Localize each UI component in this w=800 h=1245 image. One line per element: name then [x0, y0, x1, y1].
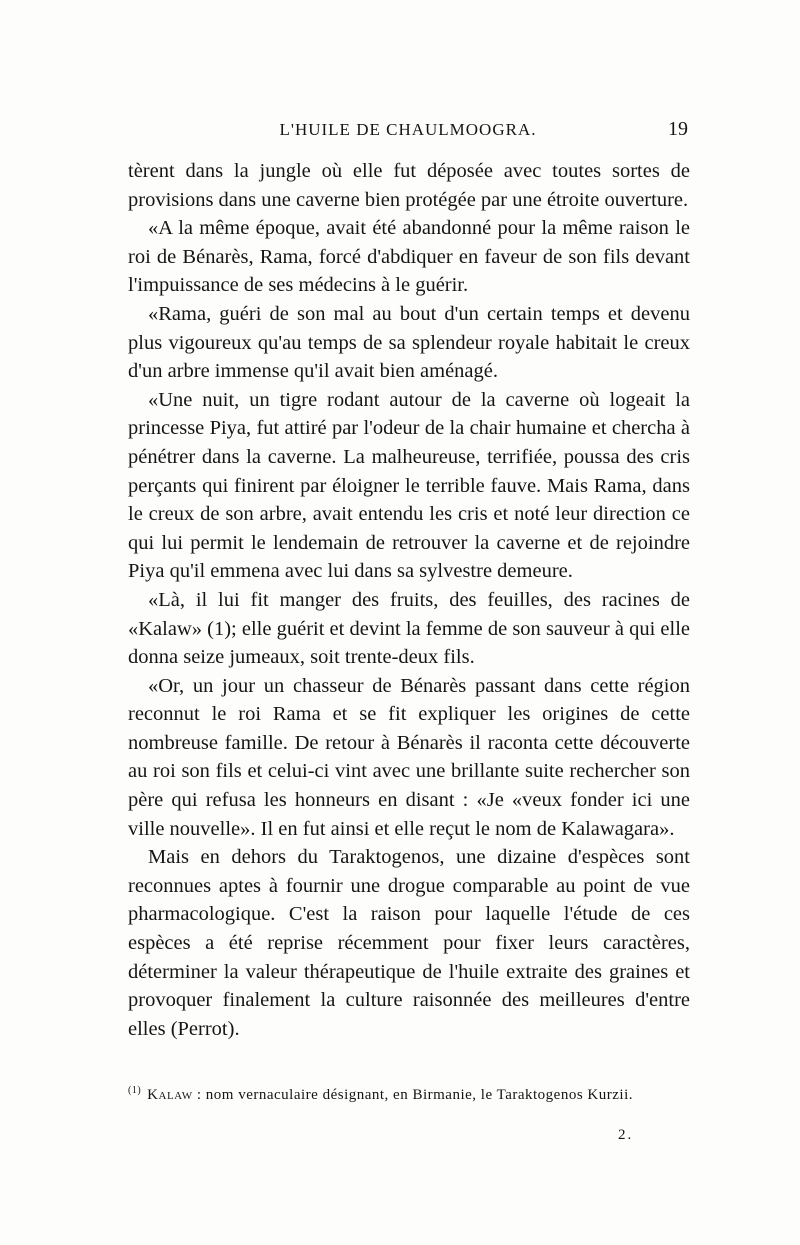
- signature-mark: 2.: [618, 1127, 634, 1143]
- body-text: [128, 157, 690, 1043]
- footnote-marker: (1): [128, 1085, 142, 1096]
- paragraph: Mais en dehors du Taraktogenos, une dizaine d'espèces sont reconnues aptes à fournir une drogue comparable au point de vue pharmacologique. C'est la raison pour laquelle l'étude de ces espèces a été reprise récemment pour fixer leurs caractères, déterminer la valeur thérapeutique de l'huile extraite des graines et provoquer finalement la culture raisonnée des meilleures d'entre elles (Perrot).: [128, 846, 690, 1040]
- paragraph: «Rama, guéri de son mal au bout d'un certain temps et devenu plus vigoureux qu'au temps de sa splendeur royale habitait le creux d'un arbre immense qu'il avait bien aménagé.: [128, 302, 690, 383]
- running-title: L'HUILE DE CHAULMOOGRA.: [279, 120, 537, 139]
- footnote-term: Kalaw: [147, 1087, 193, 1103]
- paragraph: «A la même époque, avait été abandonné pour la même raison le roi de Bénarès, Rama, forcé d'abdiquer en faveur de son fils devant l'impuissance de ses médecins à le guérir.: [128, 217, 690, 297]
- footnote: [128, 1080, 690, 1106]
- footnote-text: : nom vernaculaire désignant, en Birmanie, le Taraktogenos Kurzii.: [196, 1087, 633, 1103]
- paragraph: «Une nuit, un tigre rodant autour de la caverne où logeait la princesse Piya, fut attiré par l'odeur de la chair humaine et chercha à pénétrer dans la caverne. La malheureuse, terrifiée, poussa des cris perçants qui finirent par éloigner le terrible fauve. Mais Rama, dans le creux de son arbre, avait entendu les cris et noté leur direction ce qui lui permit le lendemain de retrouver la caverne et de rejoindre Piya qu'il emmena avec lui dans sa sylvestre demeure.: [128, 388, 690, 583]
- page-header: [128, 116, 688, 146]
- page-number: 19: [668, 118, 688, 140]
- paragraph: «Or, un jour un chasseur de Bénarès passant dans cette région reconnut le roi Rama et se fit expliquer les origines de cette nombreuse famille. De retour à Bénarès il raconta cette découverte au roi son fils et celui-ci vint avec une brillante suite rechercher son père qui refusa les honneurs en disant : «Je «veux fonder ici une ville nouvelle». Il en fut ainsi et elle reçut le nom de Kalawagara».: [128, 674, 690, 840]
- paragraph: «Là, il lui fit manger des fruits, des feuilles, des racines de «Kalaw» (1); elle guérit et devint la femme de son sauveur à qui elle donna seize jumeaux, soit trente-deux fils.: [128, 588, 690, 669]
- paragraph: tèrent dans la jungle où elle fut déposée avec toutes sortes de provisions dans une caverne bien protégée par une étroite ouverture.: [128, 160, 690, 211]
